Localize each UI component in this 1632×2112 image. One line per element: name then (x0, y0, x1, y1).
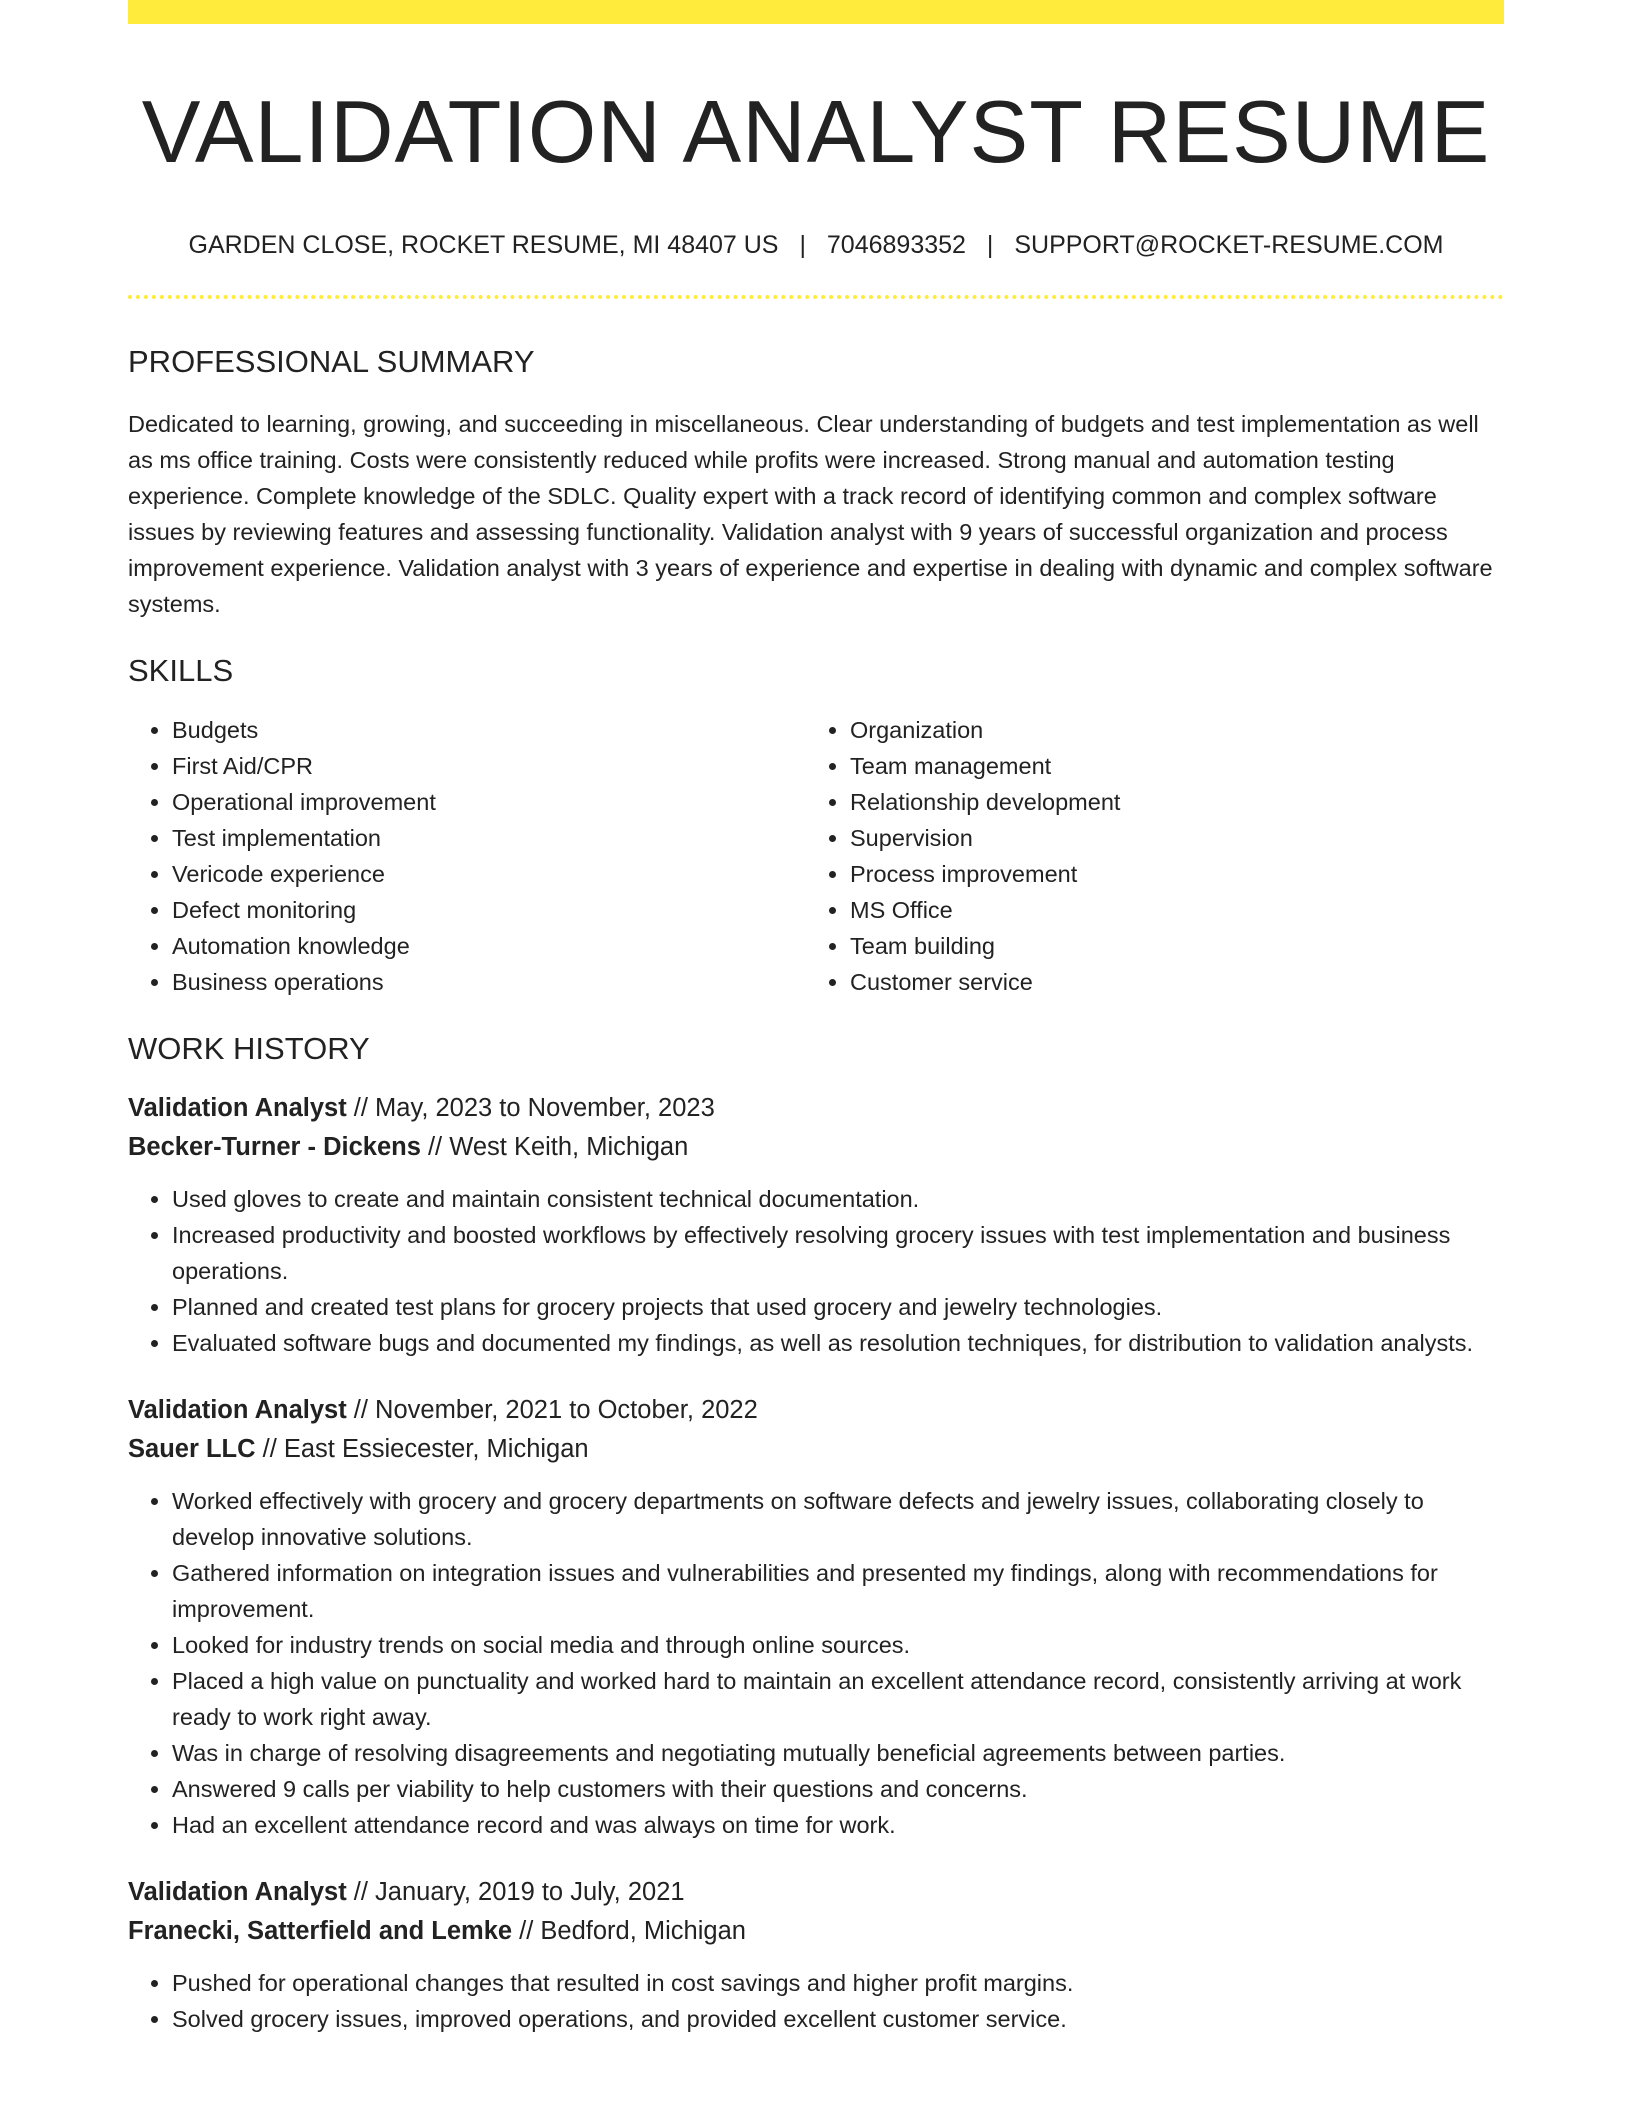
skill-item: • Supervision (850, 820, 1484, 856)
job-entry (128, 1391, 1504, 1843)
skill-item: • Budgets (172, 712, 806, 748)
summary-heading: PROFESSIONAL SUMMARY (128, 344, 535, 380)
job-bullet: • Pushed for operational changes that resulted in cost savings and higher profit margins. (172, 1965, 1504, 2001)
skill-item: • Customer service (850, 964, 1484, 1000)
job-bullets (128, 1483, 1504, 1843)
job-company: Becker-Turner - Dickens (128, 1132, 421, 1161)
job-bullet: • Answered 9 calls per viability to help customers with their questions and concerns. (172, 1771, 1504, 1807)
job-dates: // January, 2019 to July, 2021 (346, 1877, 685, 1906)
job-entry (128, 1873, 1504, 2037)
contact-separator: | (986, 230, 994, 259)
job-role: Validation Analyst (128, 1093, 347, 1122)
job-role: Validation Analyst (128, 1395, 347, 1424)
job-dates: // November, 2021 to October, 2022 (346, 1395, 758, 1424)
summary-text: Dedicated to learning, growing, and succeeding in miscellaneous. Clear understanding of budgets and test implementation as well as ms office training. Costs were consistently reduced while profits were increased. Strong manual and automation testing experience. Complete knowledge of the SDLC. Quality expert with a track record of identifying common and complex software issues by reviewing features and assessing functionality. Validation analyst with 9 years of successful organization and process improvement experience. Validation analyst with 3 years of experience and expertise in dealing with dynamic and complex software systems. (128, 411, 1493, 618)
skill-item: • Organization (850, 712, 1484, 748)
contact-email: SUPPORT@ROCKET-RESUME.COM (1014, 230, 1444, 259)
job-company-line (128, 1912, 1504, 1951)
job-title-line (128, 1873, 1504, 1912)
skill-item: • Process improvement (850, 856, 1484, 892)
job-bullet: • Solved grocery issues, improved operations, and provided excellent customer service. (172, 2001, 1504, 2037)
skill-item: • Test implementation (172, 820, 806, 856)
skill-item: • Vericode experience (172, 856, 806, 892)
job-bullet: • Planned and created test plans for grocery projects that used grocery and jewelry technologies. (172, 1289, 1504, 1325)
contact-phone: 7046893352 (826, 230, 966, 259)
contact-line (128, 229, 1504, 262)
job-company: Sauer LLC (128, 1434, 256, 1463)
job-bullet: • Used gloves to create and maintain consistent technical documentation. (172, 1181, 1504, 1217)
skill-item: • Relationship development (850, 784, 1484, 820)
skill-item: • Business operations (172, 964, 806, 1000)
resume-page (128, 0, 1504, 2037)
accent-top-bar (128, 0, 1504, 24)
contact-separator: | (799, 230, 806, 259)
job-location: // West Keith, Michigan (420, 1132, 689, 1161)
skill-item: • Team management (850, 748, 1484, 784)
job-bullets (128, 1181, 1504, 1361)
skill-item: • Operational improvement (172, 784, 806, 820)
job-role: Validation Analyst (128, 1877, 347, 1906)
skill-item: • First Aid/CPR (172, 748, 806, 784)
job-bullet: • Was in charge of resolving disagreements and negotiating mutually beneficial agreements between parties. (172, 1735, 1504, 1771)
job-title-line (128, 1391, 1504, 1430)
contact-address: GARDEN CLOSE, ROCKET RESUME, MI 48407 US (188, 230, 779, 259)
job-dates: // May, 2023 to November, 2023 (346, 1093, 715, 1122)
skills-column-right (806, 712, 1484, 1000)
job-company: Franecki, Satterfield and Lemke (128, 1916, 513, 1945)
job-bullet: • Evaluated software bugs and documented my findings, as well as resolution techniques, for distribution to validation analysts. (172, 1325, 1504, 1361)
resume-title: VALIDATION ANALYST RESUME (141, 82, 1491, 181)
job-entry (128, 1089, 1504, 1361)
skill-item: • MS Office (850, 892, 1484, 928)
job-bullet: • Looked for industry trends on social media and through online sources. (172, 1627, 1504, 1663)
job-bullet: • Worked effectively with grocery and grocery departments on software defects and jewelry issues, collaborating closely to develop innovative solutions. (172, 1483, 1504, 1555)
work-history-list (128, 1089, 1504, 2037)
skill-item: • Automation knowledge (172, 928, 806, 964)
dotted-divider (128, 295, 1504, 299)
job-location: // East Essiecester, Michigan (255, 1434, 589, 1463)
work-history-heading: WORK HISTORY (128, 1030, 370, 1066)
job-bullet: • Gathered information on integration issues and vulnerabilities and presented my findings, along with recommendations for improvement. (172, 1555, 1504, 1627)
skills-list (128, 712, 1504, 1000)
job-company-line (128, 1430, 1504, 1469)
job-title-line (128, 1089, 1504, 1128)
job-bullet: • Increased productivity and boosted workflows by effectively resolving grocery issues with test implementation and business operations. (172, 1217, 1504, 1289)
job-company-line (128, 1128, 1504, 1167)
skill-item: • Team building (850, 928, 1484, 964)
job-bullet: • Placed a high value on punctuality and worked hard to maintain an excellent attendance record, consistently arriving at work ready to work right away. (172, 1663, 1504, 1735)
skills-heading: SKILLS (128, 653, 234, 689)
job-location: // Bedford, Michigan (512, 1916, 746, 1945)
skill-item: • Defect monitoring (172, 892, 806, 928)
job-bullet: • Had an excellent attendance record and was always on time for work. (172, 1807, 1504, 1843)
job-bullets (128, 1965, 1504, 2037)
skills-column-left (128, 712, 806, 1000)
